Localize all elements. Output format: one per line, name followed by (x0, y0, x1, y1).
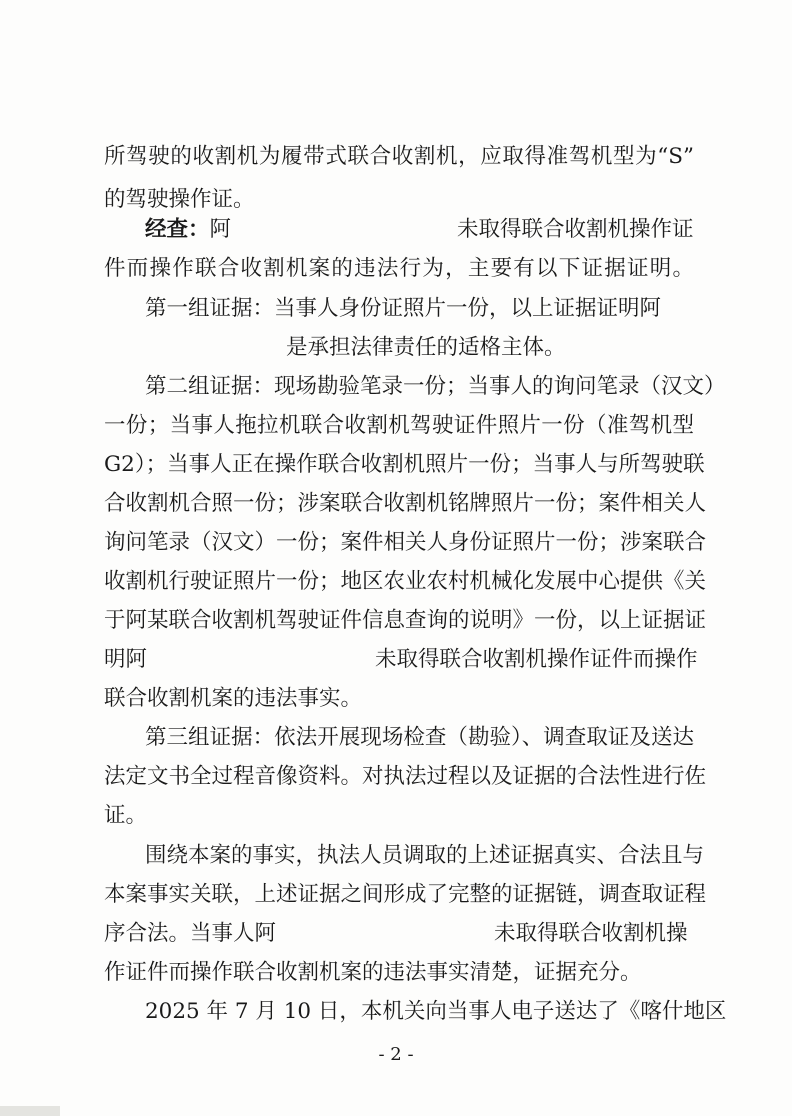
body-line-6-text: 是承担法律责任的适格主体。 (286, 335, 566, 360)
body-line-21-rest: 未取得联合收割机操 (494, 921, 688, 946)
body-line-11: 询问笔录（汉文）一份；案件相关人身份证照片一份；涉案联合 (104, 530, 707, 555)
body-line-12: 收割机行驶证照片一份；地区农业农村机械化发展中心提供《关 (104, 569, 707, 594)
body-line-9: G2）；当事人正在操作联合收割机照片一份；当事人与所驾驶联 (104, 452, 705, 477)
jingcha-name: 阿 (209, 217, 232, 242)
jingcha-rest: 未取得联合收割机操作证 (457, 217, 694, 242)
body-line-14 (104, 640, 698, 680)
body-line-15: 联合收割机案的违法事实。 (104, 686, 363, 711)
body-line-23: 2025 年 7 月 10 日，本机关向当事人电子送达了《喀什地区 (145, 999, 727, 1024)
body-line-22: 作证件而操作联合收割机案的违法事实清楚，证据充分。 (104, 960, 642, 985)
scan-edge-artifact (0, 1106, 60, 1116)
body-line-13: 于阿某联合收割机驾驶证件信息查询的说明》一份，以上证据证 (104, 608, 707, 633)
body-line-2: 的驾驶操作证。 (104, 187, 255, 212)
body-line-1: 所驾驶的收割机为履带式联合收割机，应取得准驾机型为“S” (104, 144, 694, 169)
jingcha-label: 经查： (145, 217, 210, 242)
body-line-21-start: 序合法。当事人阿 (104, 921, 277, 946)
body-line-16: 第三组证据：依法开展现场检查（勘验）、调查取证及送达 (145, 725, 694, 750)
body-line-8: 一份；当事人拖拉机联合收割机驾驶证件照片一份（准驾机型 (104, 413, 694, 438)
body-line-19: 围绕本案的事实，执法人员调取的上述证据真实、合法且与 (145, 843, 705, 868)
body-line-20: 本案事实关联，上述证据之间形成了完整的证据链，调查取证程 (104, 882, 707, 907)
page-number: - 2 - (378, 1044, 414, 1065)
body-line-4: 件而操作联合收割机案的违法行为，主要有以下证据证明。 (104, 256, 694, 281)
body-line-5: 第一组证据：当事人身份证照片一份，以上证据证明阿 (145, 296, 662, 321)
body-line-7: 第二组证据：现场勘验笔录一份；当事人的询问笔录（汉文） (145, 374, 726, 399)
body-line-21 (104, 914, 694, 954)
body-line-18: 证。 (104, 803, 148, 828)
body-line-14-start: 明阿 (104, 647, 148, 672)
body-line-10: 合收割机合照一份；涉案联合收割机铭牌照片一份；案件相关人 (104, 491, 707, 516)
body-line-3 (145, 210, 694, 250)
body-line-17: 法定文书全过程音像资料。对执法过程以及证据的合法性进行佐 (104, 764, 707, 789)
body-line-14-rest: 未取得联合收割机操作证件而操作 (375, 647, 698, 672)
body-line-6 (104, 328, 694, 368)
